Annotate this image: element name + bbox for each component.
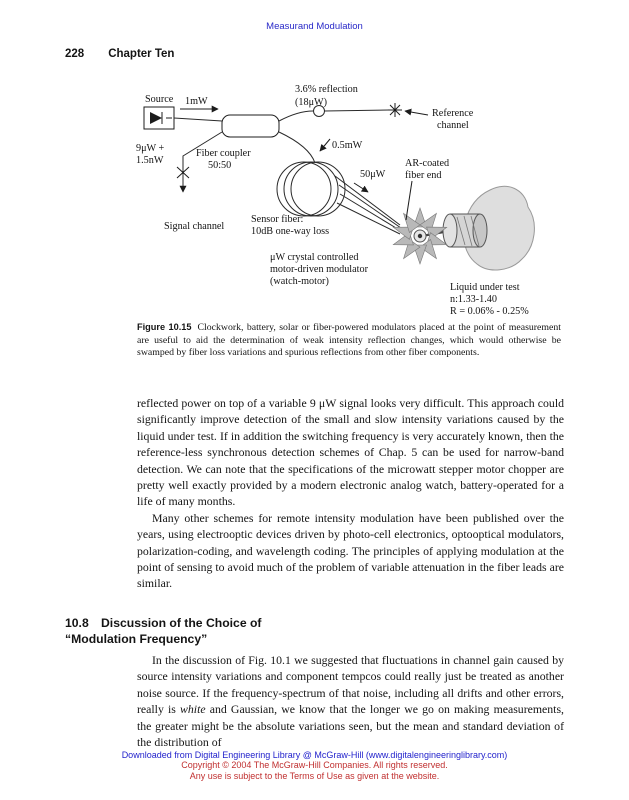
paragraph-3 — [137, 652, 564, 750]
reflection-label-1: 3.6% reflection — [295, 84, 358, 95]
paragraph-2: Many other schemes for remote intensity modulation have been published over the years, using electrooptic devices driven by photo-cell electronics, optooptical modulators, polarization-coding, and wavelength coding. The principles of applying modulation at the point of sensing to avoid much of the problem of variable attenuation in the fiber leads are similar. — [137, 510, 564, 591]
liquid-label-3: R = 0.06% - 0.25% — [450, 306, 529, 317]
running-head: Measurand Modulation — [266, 21, 363, 32]
source-label: Source — [145, 94, 174, 105]
section-heading — [65, 616, 262, 647]
reflection-label-2: (18μW) — [295, 97, 328, 108]
page-number: 228 — [65, 48, 85, 60]
figure-caption-text: Clockwork, battery, solar or fiber-powered modulators placed at the point of measurement are useful to aid the determination of weak intensity reflection changes, which would otherwise be swamped by fiber loss variations and spurious reflections from other fiber components. — [137, 322, 561, 359]
ar-coated-label-2: fiber end — [405, 170, 442, 181]
modulator-label-1: μW crystal controlled — [270, 252, 359, 263]
reference-label-1: Reference — [432, 108, 474, 119]
fiber-reference-branch — [279, 111, 313, 121]
figure-caption-label: Figure 10.15 — [137, 322, 192, 332]
liquid-label-1: Liquid under test — [450, 282, 520, 293]
modulator-label-2: motor-driven modulator — [270, 264, 368, 275]
body-text-block-2 — [137, 652, 564, 750]
ar-coated-pointer — [406, 181, 412, 220]
fiber-coil — [277, 162, 345, 216]
section-title-line2: “Modulation Frequency” — [65, 631, 208, 646]
paragraph-1: reflected power on top of a variable 9 μW signal looks very difficult. This approach could significantly improve detection of the small and slow intensity variations caused by the liquid under test. If in addition the switching frequency is very accurately known, then the reference-less synchronous detection schemes of Chap. 5 can be used for narrow-band detection. We can note that the specifications of the microwatt stepper motor chopper are pretty well exactly provided by a modern electronic analog watch, battery-operated for a life of many months. — [137, 396, 564, 509]
reflection-star — [388, 103, 402, 117]
paragraph-3-italic-word: white — [180, 702, 206, 717]
footer-copyright-line: Copyright © 2004 The McGraw-Hill Companies. All rights reserved. — [181, 760, 448, 771]
footer — [0, 750, 629, 781]
modulator-label-3: (watch-motor) — [270, 276, 329, 287]
section-title-line1: Discussion of the Choice of — [101, 616, 262, 630]
liquid-label-2: n:1.33-1.40 — [450, 294, 497, 305]
fiber-source-coupler — [174, 118, 222, 121]
fiber-to-star — [325, 110, 390, 111]
footer-terms-line: Any use is subject to the Terms of Use as given at the website. — [189, 770, 440, 781]
figure-10-15-diagram — [92, 80, 572, 325]
power-05mw-arrow — [320, 139, 330, 151]
power-50uw-arrow — [354, 183, 368, 192]
source-symbol — [144, 107, 174, 129]
chapter-header — [65, 48, 174, 60]
ar-coated-label-1: AR-coated — [405, 158, 450, 169]
reference-label-2: channel — [437, 120, 469, 131]
power-50uw-label: 50μW — [360, 169, 386, 180]
coupler-label-2: 50:50 — [208, 160, 232, 171]
coupler-label-1: Fiber coupler — [196, 148, 251, 159]
power-1mw-label: 1mW — [185, 96, 208, 107]
sensor-fiber-label-1: Sensor fiber: — [251, 214, 304, 225]
paragraph-3-post: and Gaussian, we know that the longer we go on making measurements, the greater might be the absolute variations seen, but the mean and standard deviation of the distribution of — [137, 702, 564, 750]
fiber-to-coil — [279, 132, 315, 163]
section-number: 10.8 — [65, 616, 89, 630]
chapter-title: Chapter Ten — [108, 48, 175, 60]
chopper-wheel — [391, 208, 448, 264]
reference-arrow — [405, 111, 428, 115]
figure-caption — [137, 321, 561, 360]
tap-power-label-2: 1.5nW — [136, 155, 164, 166]
tap-power-label-1: 9μW + — [136, 143, 165, 154]
section-heading-line1 — [65, 616, 262, 632]
power-05mw-label: 0.5mW — [332, 140, 363, 151]
body-text-block-1 — [137, 395, 564, 592]
signal-channel-label: Signal channel — [164, 221, 225, 232]
sensor-fiber-label-2: 10dB one-way loss — [251, 226, 330, 237]
fiber-coupler — [222, 115, 279, 137]
footer-download-line: Downloaded from Digital Engineering Library @ McGraw-Hill (www.digitalengineeringlibrary.com) — [121, 750, 508, 760]
paragraph-3-pre: In the discussion of Fig. 10.1 we suggested that fluctuations in channel gain caused by source intensity variations and component tempcos could really just be treated as another noise source. If the frequency-spectrum of that noise, including all drifts and other errors, really is — [137, 653, 564, 717]
